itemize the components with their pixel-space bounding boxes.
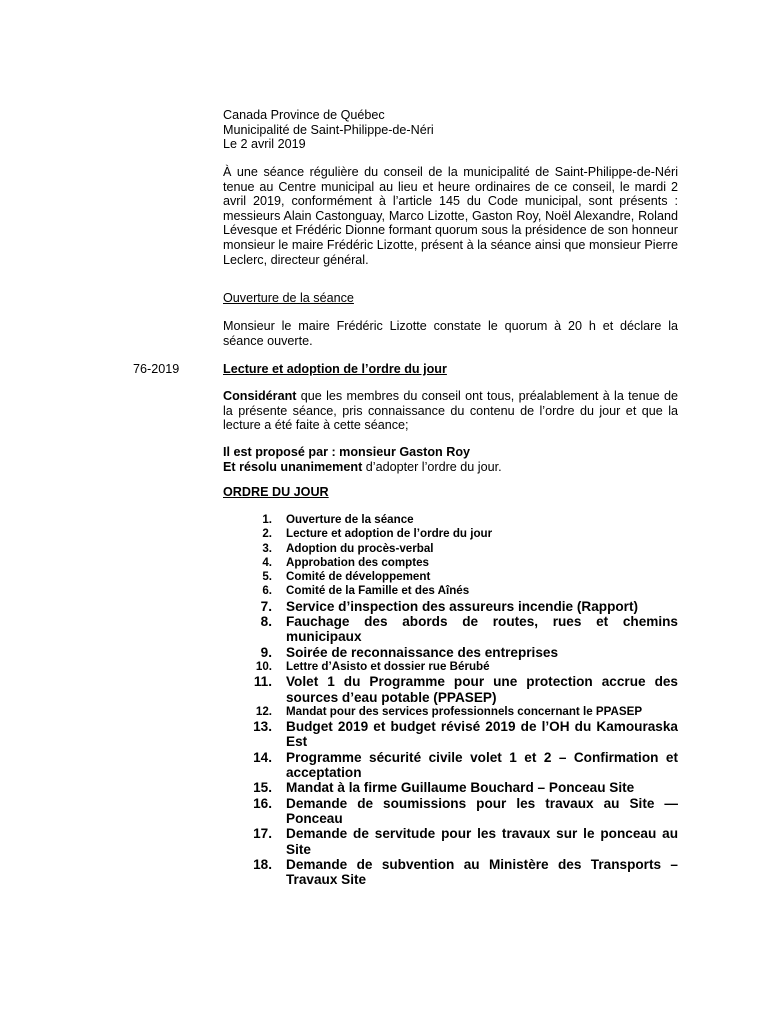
agenda-item-number: 12. [255, 704, 272, 718]
header-line-province: Canada Province de Québec [223, 108, 385, 122]
agenda-item-number: 7. [260, 598, 272, 614]
agenda-item-text: Lettre d’Asisto et dossier rue Bérubé [286, 659, 490, 673]
agenda-item [246, 780, 678, 795]
agenda-item-text: Volet 1 du Programme pour une protection accrue des sources d’eau potable (PPASEP) [286, 674, 678, 705]
opening-paragraph: Monsieur le maire Frédéric Lizotte constate le quorum à 20 h et déclare la séance ouverte. [223, 319, 678, 348]
agenda-item [246, 513, 678, 527]
resolution-number: 76-2019 [133, 362, 180, 376]
resolved-text: d’adopter l’ordre du jour. [362, 459, 502, 474]
agenda-item [246, 556, 678, 570]
agenda-item [246, 705, 678, 719]
agenda-item [246, 750, 678, 781]
intro-paragraph: À une séance régulière du conseil de la municipalité de Saint-Philippe-de-Néri tenue au Centre municipal au lieu et heure ordinaires de ce conseil, le mardi 2 avril 2019, conformément à l’article 145 du Code municipal, sont présents : messieurs Alain Castonguay, Marco Lizotte, Gaston Roy, Noël Alexandre, Roland Lévesque et Frédéric Dionne formant quorum sous la présidence de son honneur monsieur le maire Frédéric Lizotte, présent à la séance ainsi que monsieur Pierre Leclerc, directeur général. [223, 165, 678, 267]
opening-title: Ouverture de la séance [223, 291, 354, 305]
motion-block [223, 445, 678, 474]
agenda-item [246, 857, 678, 888]
header-line-municipality: Municipalité de Saint-Philippe-de-Néri [223, 122, 434, 137]
agenda-item-text: Demande de servitude pour les travaux sur le ponceau au Site [286, 826, 678, 857]
agenda-item-text: Mandat à la firme Guillaume Bouchard – Ponceau Site [286, 780, 635, 796]
agenda-item [246, 645, 678, 660]
agenda-item [246, 660, 678, 674]
agenda-item-text: Adoption du procès-verbal [286, 541, 434, 555]
agenda-item-text: Comité de développement [286, 570, 431, 584]
agenda-list [246, 513, 678, 887]
agenda-item [246, 584, 678, 598]
agenda-item [246, 570, 678, 584]
agenda-item-text: Demande de soumissions pour les travaux au Site — Ponceau [286, 795, 678, 826]
agenda-item [246, 614, 678, 645]
resolved-line [223, 460, 678, 475]
header-block [223, 108, 678, 152]
agenda-title: ORDRE DU JOUR [223, 485, 329, 499]
agenda-item-number: 3. [262, 541, 272, 555]
agenda-item-text: Programme sécurité civile volet 1 et 2 – Confirmation et acceptation [286, 749, 678, 781]
agenda-item-text: Ouverture de la séance [286, 513, 414, 526]
agenda-item-number: 17. [253, 826, 272, 842]
header-line-date: Le 2 avril 2019 [223, 137, 306, 152]
agenda-item-number: 13. [253, 719, 272, 735]
considerant-text: que les membres du conseil ont tous, préalablement à la tenue de la présente séance, pris connaissance du contenu de l’ordre du jour et que la lecture a été faite à cette séance; [223, 389, 678, 433]
agenda-item [246, 542, 678, 556]
agenda-item-text: Lecture et adoption de l’ordre du jour [286, 527, 493, 541]
agenda-item-number: 11. [253, 674, 272, 690]
agenda-item-text: Approbation des comptes [286, 555, 430, 569]
agenda-item-text: Service d’inspection des assureurs incendie (Rapport) [286, 598, 639, 614]
agenda-item-number: 18. [253, 856, 272, 872]
agenda-item [246, 674, 678, 705]
agenda-item-number: 16. [253, 795, 272, 811]
agenda-item-number: 4. [262, 555, 272, 569]
agenda-item [246, 719, 678, 750]
considerant-paragraph [223, 389, 678, 433]
agenda-item-number: 6. [262, 584, 272, 598]
resolved-label: Et résolu unanimement [223, 459, 363, 474]
proposed-by: Il est proposé par : monsieur Gaston Roy [223, 445, 471, 459]
agenda-item-number: 9. [260, 644, 272, 660]
agenda-item [246, 527, 678, 541]
agenda-item-text: Soirée de reconnaissance des entreprises [286, 644, 559, 660]
agenda-item-number: 2. [262, 527, 272, 541]
agenda-item-text: Mandat pour des services professionnels concernant le PPASEP [286, 704, 643, 718]
agenda-item-text: Comité de la Famille et des Aînés [286, 584, 470, 598]
considerant-label: Considérant [223, 389, 297, 403]
agenda-item [246, 599, 678, 614]
agenda-item-text: Budget 2019 et budget révisé 2019 de l’OH du Kamouraska Est [286, 719, 678, 750]
agenda-item-number: 15. [253, 780, 272, 796]
agenda-item-number: 8. [260, 614, 272, 630]
agenda-item [246, 796, 678, 827]
agenda-item-text: Fauchage des abords de routes, rues et chemins municipaux [286, 614, 678, 645]
agenda-item-text: Demande de subvention au Ministère des Transports – Travaux Site [286, 856, 678, 888]
resolution-title: Lecture et adoption de l’ordre du jour [223, 362, 447, 376]
agenda-item-number: 5. [262, 570, 272, 584]
agenda-item [246, 826, 678, 857]
agenda-item-number: 10. [255, 659, 272, 673]
agenda-item-number: 1. [262, 513, 272, 526]
agenda-item-number: 14. [253, 749, 272, 765]
